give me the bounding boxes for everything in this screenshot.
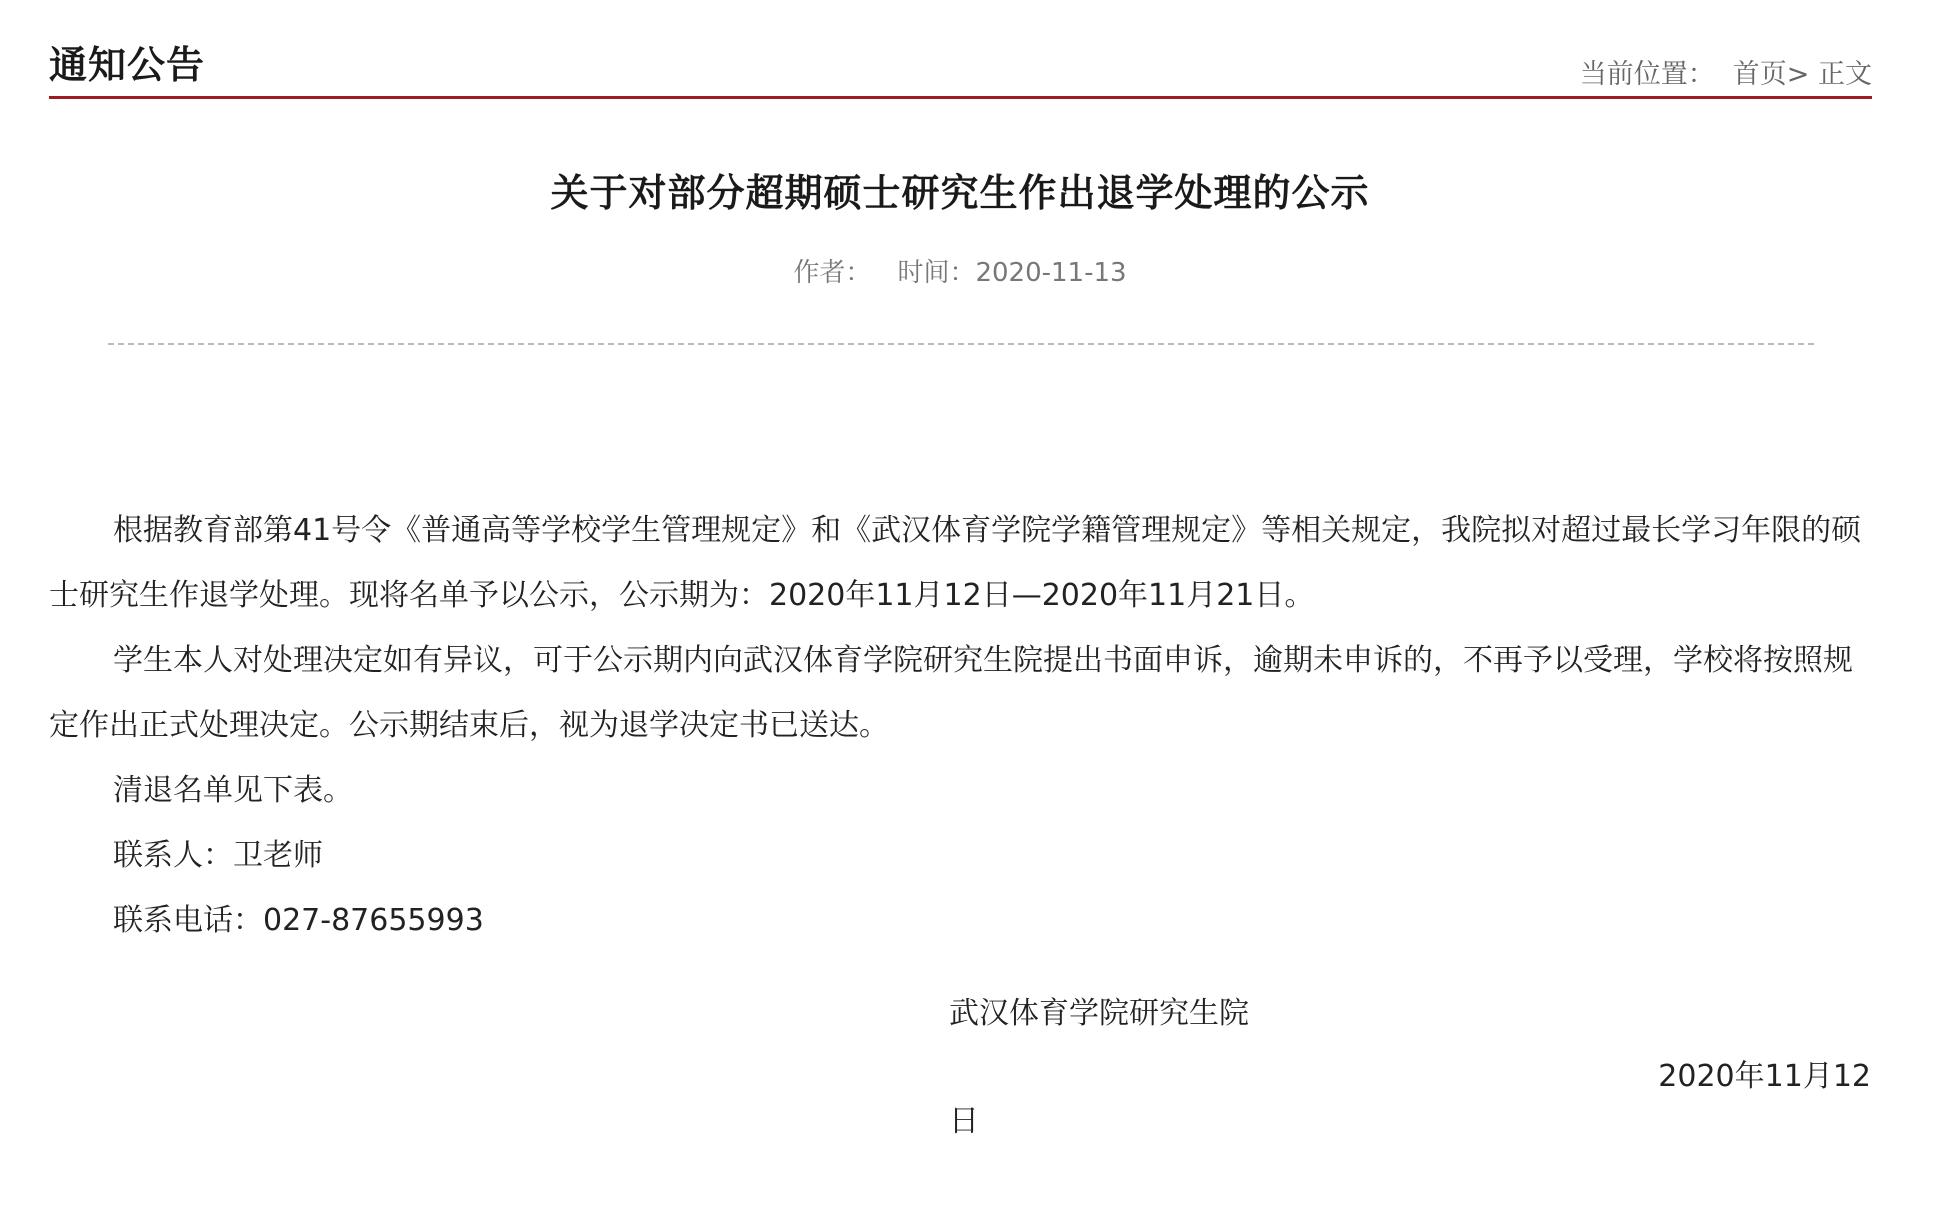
author-label: 作者：	[793, 258, 872, 288]
signature-date: 2020年11月12	[1658, 1059, 1871, 1094]
article-meta	[0, 252, 1920, 289]
header-divider	[49, 96, 1872, 99]
publish-date: 2020-11-13	[975, 258, 1127, 288]
breadcrumb-label: 当前位置：	[1579, 59, 1715, 90]
paragraph-list-note: 清退名单见下表。	[113, 773, 353, 808]
signature-date-tail: 日	[949, 1104, 979, 1139]
paragraph-appeal: 学生本人对处理决定如有异议，可于公示期内向武汉体育学院研究生院提出书面申诉，逾期未申诉的，不再予以受理，学校将按照规定作出正式处理决定。公示期结束后，视为退学决定书已送达。	[49, 643, 1853, 743]
dashed-divider	[108, 343, 1814, 345]
signature-organization: 武汉体育学院研究生院	[949, 996, 1249, 1031]
article-title: 关于对部分超期硕士研究生作出退学处理的公示	[550, 171, 1370, 215]
section-title: 通知公告	[49, 43, 206, 87]
paragraph-contact-phone: 联系电话：027-87655993	[113, 903, 484, 938]
paragraph-contact-person: 联系人：卫老师	[113, 838, 323, 873]
time-label: 时间：	[897, 258, 976, 288]
paragraph-legal-basis: 根据教育部第41号令《普通高等学校学生管理规定》和《武汉体育学院学籍管理规定》等相关规定，我院拟对超过最长学习年限的硕士研究生作退学处理。现将名单予以公示，公示期为：2020年11月12日—2020年11月21日。	[49, 513, 1862, 613]
breadcrumb-separator: >	[1786, 59, 1810, 90]
article-body	[49, 498, 1871, 953]
breadcrumb	[1580, 52, 1872, 91]
breadcrumb-current: 正文	[1818, 59, 1872, 90]
breadcrumb-home-link[interactable]: 首页	[1732, 59, 1787, 90]
page-header	[49, 28, 1872, 98]
